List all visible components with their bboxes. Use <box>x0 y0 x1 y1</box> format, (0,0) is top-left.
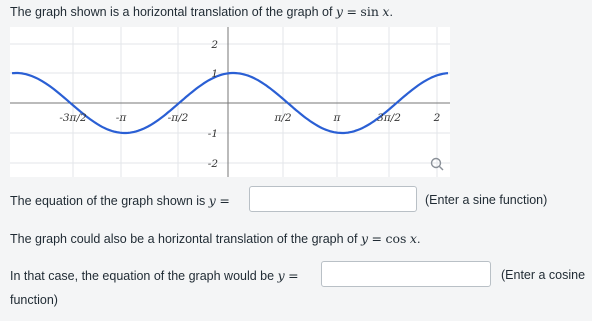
y-tick-label: 2 <box>211 39 218 51</box>
x-tick-label: π/2 <box>274 112 292 124</box>
part1-eq: = <box>219 193 230 208</box>
cosine-function-input[interactable] <box>321 261 491 287</box>
part3-hint: (Enter a cosine <box>501 268 586 282</box>
part1-label: The equation of the graph shown is <box>10 194 206 208</box>
intro-end: . <box>389 5 393 19</box>
question-intro <box>10 4 393 19</box>
part3-hint-cont: function) <box>10 293 58 307</box>
part2-text <box>10 231 420 246</box>
intro-var: y <box>335 4 343 19</box>
part1-hint: (Enter a sine function) <box>425 193 548 207</box>
intro-fn: sin <box>360 4 379 19</box>
part3-var: y <box>277 268 285 283</box>
x-tick-label: -π <box>115 112 127 124</box>
part1-prompt <box>10 193 230 208</box>
part2-end: . <box>416 232 421 246</box>
part2-text-main: The graph could also be a horizontal translation of the graph of <box>10 232 358 246</box>
part3-eq: = <box>288 268 299 283</box>
x-tick-label: 2 <box>433 112 441 124</box>
sine-function-input[interactable] <box>249 186 417 212</box>
part2-arg: x <box>409 231 417 246</box>
x-tick-label: π <box>333 112 341 124</box>
part2-var: y <box>360 231 368 246</box>
part3-label: In that case, the equation of the graph would be <box>10 269 275 283</box>
x-tick-label: -π/2 <box>167 112 189 124</box>
x-tick-label: -3π/2 <box>59 112 87 124</box>
y-tick-label: -2 <box>207 158 218 170</box>
part1-var: y <box>208 193 216 208</box>
part3-prompt <box>10 268 299 283</box>
graph-background <box>10 27 450 177</box>
intro-eq: = <box>346 4 357 19</box>
x-tick-label: 3π/2 <box>377 112 401 124</box>
y-tick-label: -1 <box>207 128 218 140</box>
part2-eq: = <box>371 231 382 246</box>
intro-arg: x <box>382 4 390 19</box>
function-graph <box>0 27 460 177</box>
y-tick-label: 1 <box>211 68 218 80</box>
intro-text: The graph shown is a horizontal translation of the graph of <box>10 5 333 19</box>
part2-fn: cos <box>385 231 407 246</box>
